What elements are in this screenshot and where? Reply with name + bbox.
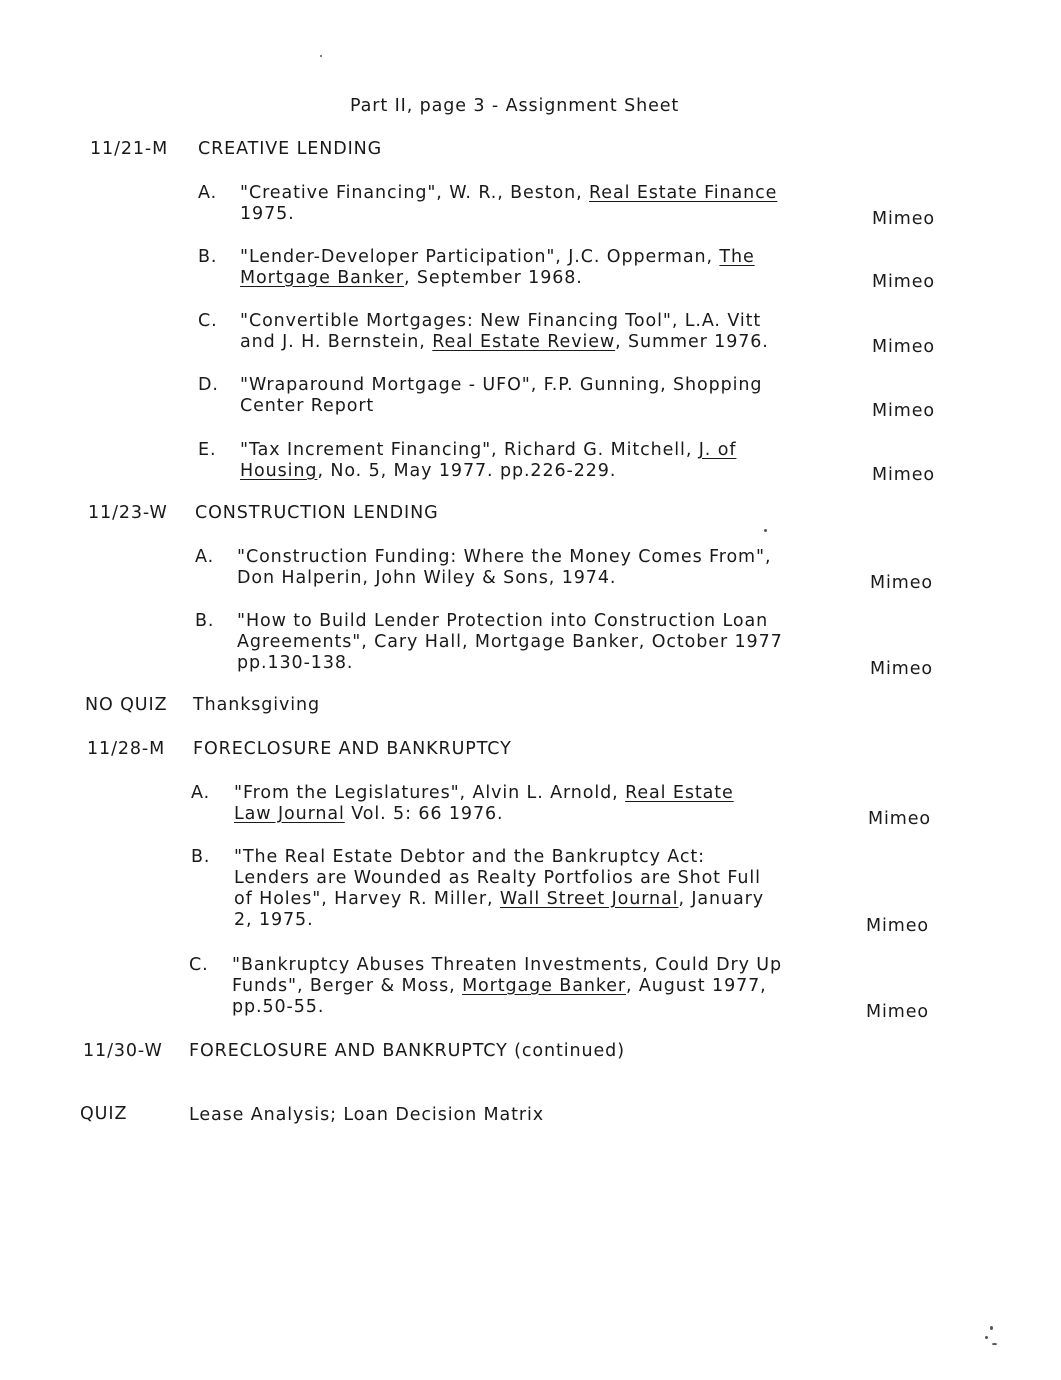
reading-source: Mimeo [872, 209, 935, 229]
reading-source: Mimeo [866, 1002, 929, 1022]
journal-title: Wall Street Journal [499, 889, 679, 909]
page-title: Part II, page 3 - Assignment Sheet [350, 96, 680, 116]
session-date: QUIZ [80, 1104, 128, 1124]
reading-source: Mimeo [870, 659, 933, 679]
speck [992, 1343, 997, 1345]
speck [320, 55, 322, 57]
speck [764, 529, 767, 532]
journal-title: Real Estate [625, 783, 734, 803]
reading-letter: A. [191, 783, 211, 803]
reading-letter: B. [191, 847, 211, 867]
reading-citation: "The Real Estate Debtor and the Bankruptcy Act: Lenders are Wounded as Realty Portfolios are Shot Full of Holes", Harvey R. Miller, Wall Street Journal, January 2, 1975. [234, 847, 765, 930]
session-topic: FORECLOSURE AND BANKRUPTCY (continued) [189, 1041, 625, 1061]
speck [985, 1336, 988, 1339]
reading-citation: "Convertible Mortgages: New Financing Tool", L.A. Vitt and J. H. Bernstein, Real Estate Review, Summer 1976. [240, 311, 769, 352]
journal-title: Law Journal [234, 804, 345, 824]
reading-citation: "Wraparound Mortgage - UFO", F.P. Gunning, Shopping Center Report [240, 375, 763, 416]
reading-source: Mimeo [872, 272, 935, 292]
reading-source: Mimeo [866, 916, 929, 936]
session-date: 11/28-M [87, 739, 166, 759]
reading-source: Mimeo [870, 573, 933, 593]
reading-letter: D. [198, 375, 219, 395]
session-date: NO QUIZ [85, 695, 168, 715]
reading-citation: "Creative Financing", W. R., Beston, Real Estate Finance 1975. [240, 183, 778, 224]
journal-title: Real Estate Review [432, 332, 616, 352]
reading-citation: "Lender-Developer Participation", J.C. Opperman, The Mortgage Banker, September 1968. [240, 247, 755, 288]
reading-letter: C. [198, 311, 218, 331]
reading-source: Mimeo [872, 337, 935, 357]
journal-title: Mortgage Banker [462, 976, 626, 996]
session-date: 11/30-W [83, 1041, 163, 1061]
session-date: 11/21-M [90, 139, 169, 159]
reading-citation: "Tax Increment Financing", Richard G. Mitchell, J. of Housing, No. 5, May 1977. pp.226-229. [240, 440, 737, 481]
journal-title: Mortgage Banker [240, 268, 404, 288]
reading-letter: B. [195, 611, 215, 631]
session-topic: Thanksgiving [193, 695, 321, 715]
reading-source: Mimeo [872, 401, 935, 421]
reading-citation: "Construction Funding: Where the Money Comes From", Don Halperin, John Wiley & Sons, 1974. [237, 547, 772, 588]
reading-letter: A. [195, 547, 215, 567]
session-date: 11/23-W [88, 503, 168, 523]
journal-title: The [719, 247, 755, 267]
reading-letter: B. [198, 247, 218, 267]
reading-letter: E. [198, 440, 217, 460]
reading-letter: A. [198, 183, 218, 203]
reading-source: Mimeo [868, 809, 931, 829]
reading-citation: "Bankruptcy Abuses Threaten Investments, Could Dry Up Funds", Berger & Moss, Mortgage Banker, August 1977, pp.50-55. [232, 955, 783, 1017]
reading-citation: "How to Build Lender Protection into Construction Loan Agreements", Cary Hall, Mortgage Banker, October 1977 pp.130-138. [237, 611, 783, 673]
reading-source: Mimeo [872, 465, 935, 485]
journal-title: Real Estate Finance [589, 183, 778, 203]
session-topic: CONSTRUCTION LENDING [195, 503, 439, 523]
session-topic: CREATIVE LENDING [198, 139, 383, 159]
reading-letter: C. [189, 955, 209, 975]
session-topic: FORECLOSURE AND BANKRUPTCY [193, 739, 512, 759]
journal-title: J. of [698, 440, 737, 460]
speck [990, 1326, 993, 1330]
session-topic: Lease Analysis; Loan Decision Matrix [189, 1105, 545, 1125]
reading-citation: "From the Legislatures", Alvin L. Arnold, Real Estate Law Journal Vol. 5: 66 1976. [234, 783, 734, 824]
journal-title: Housing [240, 461, 318, 481]
